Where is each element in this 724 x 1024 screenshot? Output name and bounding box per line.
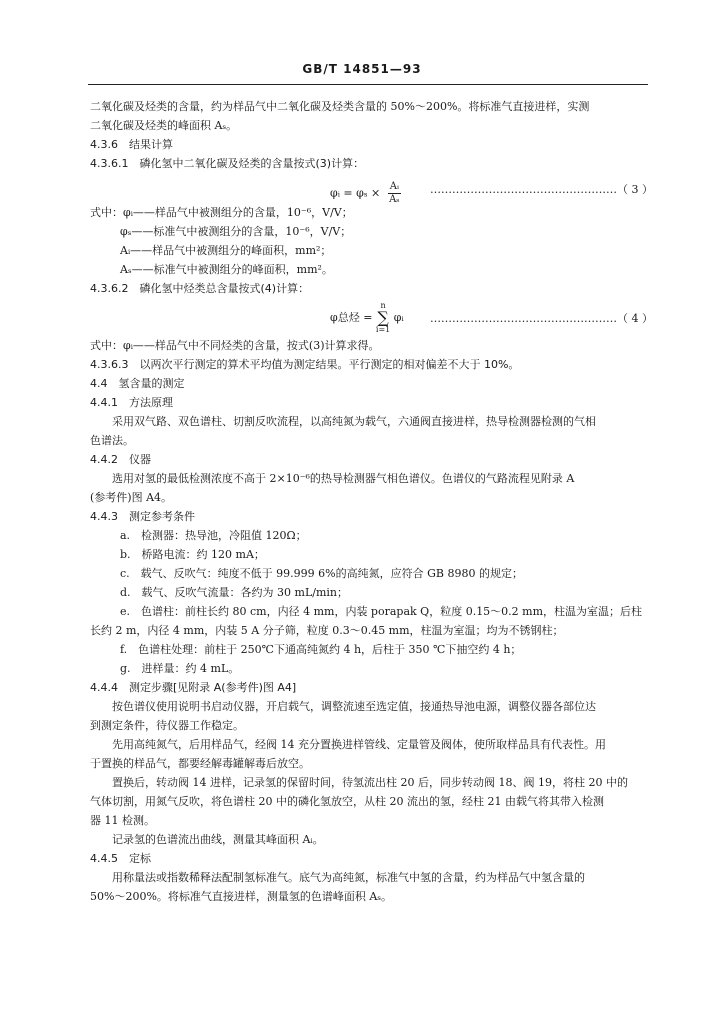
text-line: 式中：φᵢ——样品气中被测组分的含量，10⁻⁶，V/V；	[90, 206, 353, 219]
section-heading: 4.3.6.2 磷化氢中烃类总含量按式(4)计算：	[90, 282, 310, 295]
text-line: 气体切割，用氮气反吹，将色谱柱 20 中的磷化氢放空，从柱 20 流出的氢，经柱 21 由载气将其带入检测	[90, 795, 604, 808]
text-line: 记录氢的色谱流出曲线，测量其峰面积 Aᵢ。	[112, 833, 324, 846]
list-item: d. 载气、反吹气流量：各约为 30 mL/min；	[120, 586, 349, 599]
list-item-continuation: 长约 2 m，内径 4 mm，内装 5 A 分子筛，粒度 0.3～0.45 mm，柱温为室温；均为不锈钢柱；	[90, 624, 564, 637]
list-item: f. 色谱柱处理：前柱于 250℃下通高纯氮约 4 h，后柱于 350 ℃下抽空约 4 h；	[120, 643, 522, 656]
equation-4	[90, 298, 653, 336]
section-heading: 4.4.2 仪器	[90, 453, 151, 466]
text-line: 于置换的样品气，都要经解毒罐解毒后放空。	[90, 757, 310, 770]
text-line: 二氧化碳及烃类的含量，约为样品气中二氧化碳及烃类含量的 50%～200%。将标准气直接进样，实测	[90, 100, 590, 113]
equation-rhs: φᵢ	[393, 311, 404, 324]
list-item: c. 载气、反吹气：纯度不低于 99.999 6%的高纯氮，应符合 GB 8980 的规定；	[120, 567, 523, 580]
section-heading: 4.4.5 定标	[90, 852, 151, 865]
section-heading: 4.4 氢含量的测定	[90, 377, 185, 390]
equation-number: ……………………………………………（ 4 ）	[430, 312, 653, 325]
sum-symbol	[376, 302, 390, 334]
text-line: 置换后，转动阀 14 进样，记录氢的保留时间，待氢流出柱 20 后，同步转动阀 18、阀 19，将柱 20 中的	[112, 776, 628, 789]
fraction-denominator: Aₛ	[389, 194, 400, 205]
section-heading: 4.4.4 测定步骤[见附录 A(参考件)图 A4]	[90, 681, 297, 694]
section-heading: 4.3.6.1 磷化氢中二氧化碳及烃类的含量按式(3)计算：	[90, 157, 365, 170]
text-line: 50%～200%。将标准气直接进样，测量氢的色谱峰面积 Aₛ。	[90, 890, 393, 903]
header-rule	[88, 84, 648, 85]
section-heading: 4.4.3 测定参考条件	[90, 510, 195, 523]
fraction-numerator: Aᵢ	[389, 181, 399, 192]
fraction	[388, 181, 401, 206]
text-line: 二氧化碳及烃类的峰面积 Aₛ。	[90, 119, 238, 132]
text-line: 式中：φᵢ——样品气中不同烃类的含量，按式(3)计算求得。	[90, 339, 380, 352]
sum-lower: i=1	[375, 325, 391, 334]
equation-lhs: φ总烃 =	[330, 311, 373, 324]
list-item: b. 桥路电流：约 120 mA；	[120, 548, 265, 561]
sum-sigma: ∑	[377, 308, 389, 327]
standard-header: GB/T 14851—93	[302, 62, 422, 76]
text-line: 按色谱仪使用说明书启动仪器，开启载气，调整流速至选定值，接通热导池电源，调整仪器各部位达	[112, 700, 596, 713]
text-line: (参考件)图 A4。	[90, 491, 173, 504]
equation-lhs: φᵢ = φₛ ×	[330, 186, 381, 200]
text-line: 到测定条件，待仪器工作稳定。	[90, 719, 244, 732]
sum-upper: n	[380, 301, 386, 310]
text-line: 用称量法或指数稀释法配制氢标准气。底气为高纯氮，标准气中氢的含量，约为样品气中氢含量的	[112, 871, 585, 884]
text-line: φₛ——标准气中被测组分的含量，10⁻⁶，V/V；	[120, 225, 352, 238]
section-heading: 4.4.1 方法原理	[90, 396, 173, 409]
section-heading: 4.3.6.3 以两次平行测定的算术平均值为测定结果。平行测定的相对偏差不大于 10%。	[90, 358, 520, 371]
text-line: 选用对氢的最低检测浓度不高于 2×10⁻⁶的热导检测器气相色谱仪。色谱仪的气路流程见附录 A	[112, 472, 575, 485]
text-line: 器 11 检测。	[90, 814, 155, 827]
equation-3	[90, 173, 653, 205]
list-item: g. 进样量：约 4 mL。	[120, 662, 240, 675]
document-body	[90, 97, 653, 906]
list-item: e. 色谱柱：前柱长约 80 cm，内径 4 mm，内装 porapak Q，粒度 0.15～0.2 mm，柱温为室温；后柱	[120, 605, 643, 618]
list-item: a. 检测器：热导池，冷阻值 120Ω；	[120, 529, 307, 542]
section-heading: 4.3.6 结果计算	[90, 138, 173, 151]
text-line: Aₛ——标准气中被测组分的峰面积，mm²。	[120, 263, 333, 276]
text-line: 先用高纯氮气，后用样品气，经阀 14 充分置换进样管线、定量管及阀体，使所取样品具有代表性。用	[112, 738, 606, 751]
text-line: 色谱法。	[90, 434, 134, 447]
equation-number: ……………………………………………（ 3 ）	[430, 183, 653, 196]
text-line: Aᵢ——样品气中被测组分的峰面积，mm²；	[120, 244, 332, 257]
text-line: 采用双气路、双色谱柱、切割反吹流程，以高纯氮为载气，六通阀直接进样，热导检测器检测的气相	[112, 415, 596, 428]
